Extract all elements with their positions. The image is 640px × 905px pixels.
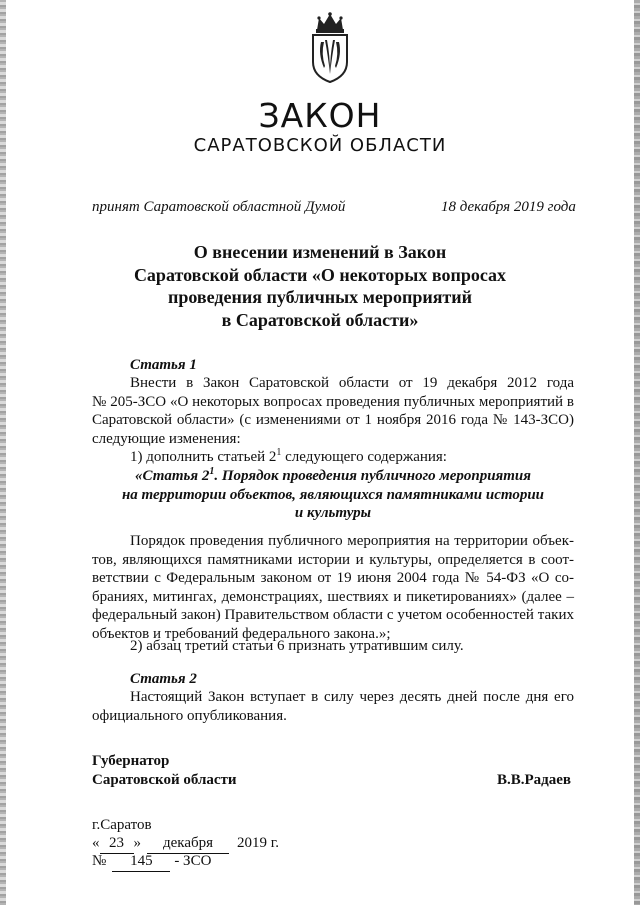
text-line: федеральный закон) Правительством области с учетом особенностей таких bbox=[92, 607, 574, 624]
article-1-paragraph bbox=[92, 374, 574, 448]
article-2-paragraph bbox=[92, 688, 574, 725]
signatory-region: Саратовской области bbox=[92, 772, 237, 788]
law-number bbox=[92, 852, 211, 872]
adopted-date: 18 декабря 2019 года bbox=[441, 199, 576, 215]
amendment-item-2: 2) абзац третий статьи 6 признать утратившим силу. bbox=[130, 638, 464, 654]
city: г.Саратов bbox=[92, 817, 152, 833]
text-fragment: . Порядок проведения публичного мероприятия bbox=[214, 468, 531, 484]
date-month: декабря bbox=[147, 834, 229, 854]
article-2-heading: Статья 2 bbox=[130, 671, 197, 687]
new-article-heading bbox=[92, 467, 574, 523]
text-fragment: следующего содержания: bbox=[281, 449, 447, 465]
text-line: браниях, митингах, демонстрациях, шествиях и пикетированиях» (далее – bbox=[92, 588, 574, 605]
law-title bbox=[0, 241, 640, 331]
superscript: 1 bbox=[276, 447, 282, 458]
text-fragment: «Статья 2 bbox=[135, 468, 210, 484]
date-year: 2019 г. bbox=[237, 835, 279, 851]
text-line bbox=[92, 467, 574, 486]
law-title-line: в Саратовской области» bbox=[221, 309, 419, 330]
text-line: ветствии с Федеральным законом от 19 июня 2004 года № 54-ФЗ «О со- bbox=[92, 570, 574, 587]
signatory-position: Губернатор bbox=[92, 753, 170, 769]
law-title-line: Саратовской области «О некоторых вопросах bbox=[133, 264, 507, 285]
law-title-line: О внесении изменений в Закон bbox=[193, 242, 447, 262]
new-article-body bbox=[92, 532, 574, 644]
text-line: Внести в Закон Саратовской области от 19 декабря 2012 года bbox=[130, 375, 574, 391]
signatory-name: В.В.Радаев bbox=[497, 772, 572, 788]
text-line: официального опубликования. bbox=[92, 707, 287, 724]
text-fragment: » bbox=[133, 835, 141, 851]
text-line: следующие изменения: bbox=[92, 430, 241, 447]
date-day: 23 bbox=[100, 834, 134, 854]
document-title: ЗАКОН bbox=[258, 96, 382, 135]
text-line: Порядок проведения публичного мероприятия на территории объек- bbox=[130, 533, 574, 549]
article-1-heading: Статья 1 bbox=[130, 357, 197, 373]
text-line: Настоящий Закон вступает в силу через десять дней после дня его bbox=[130, 689, 574, 705]
saratov-coat-of-arms-icon bbox=[305, 12, 355, 84]
document-subtitle: САРАТОВСКОЙ ОБЛАСТИ bbox=[193, 135, 447, 156]
text-line: Саратовской области» (с изменениями от 1 ноября 2016 года № 143-ЗСО) bbox=[92, 412, 574, 429]
text-line: № 205-ЗСО «О некоторых вопросах проведения публичных мероприятий в bbox=[92, 393, 574, 410]
text-fragment: « bbox=[92, 835, 100, 851]
signing-date bbox=[92, 834, 279, 854]
law-title-line: проведения публичных мероприятий bbox=[167, 287, 473, 307]
text-fragment: № bbox=[92, 853, 107, 869]
text-fragment: 1) дополнить статьей 2 bbox=[130, 449, 277, 465]
amendment-item-1 bbox=[130, 448, 447, 467]
text-line: объектов и требований федерального закона.»; bbox=[92, 625, 391, 642]
text-line: на территории объектов, являющихся памятниками истории bbox=[121, 486, 545, 503]
superscript: 1 bbox=[209, 466, 215, 477]
text-fragment: - ЗСО bbox=[174, 853, 212, 869]
text-line: и культуры bbox=[294, 505, 372, 522]
text-line: тов, являющихся памятниками истории и культуры, определяется в соот- bbox=[92, 551, 574, 568]
adopted-by: принят Саратовской областной Думой bbox=[92, 199, 346, 215]
number-value: 145 bbox=[112, 852, 170, 872]
